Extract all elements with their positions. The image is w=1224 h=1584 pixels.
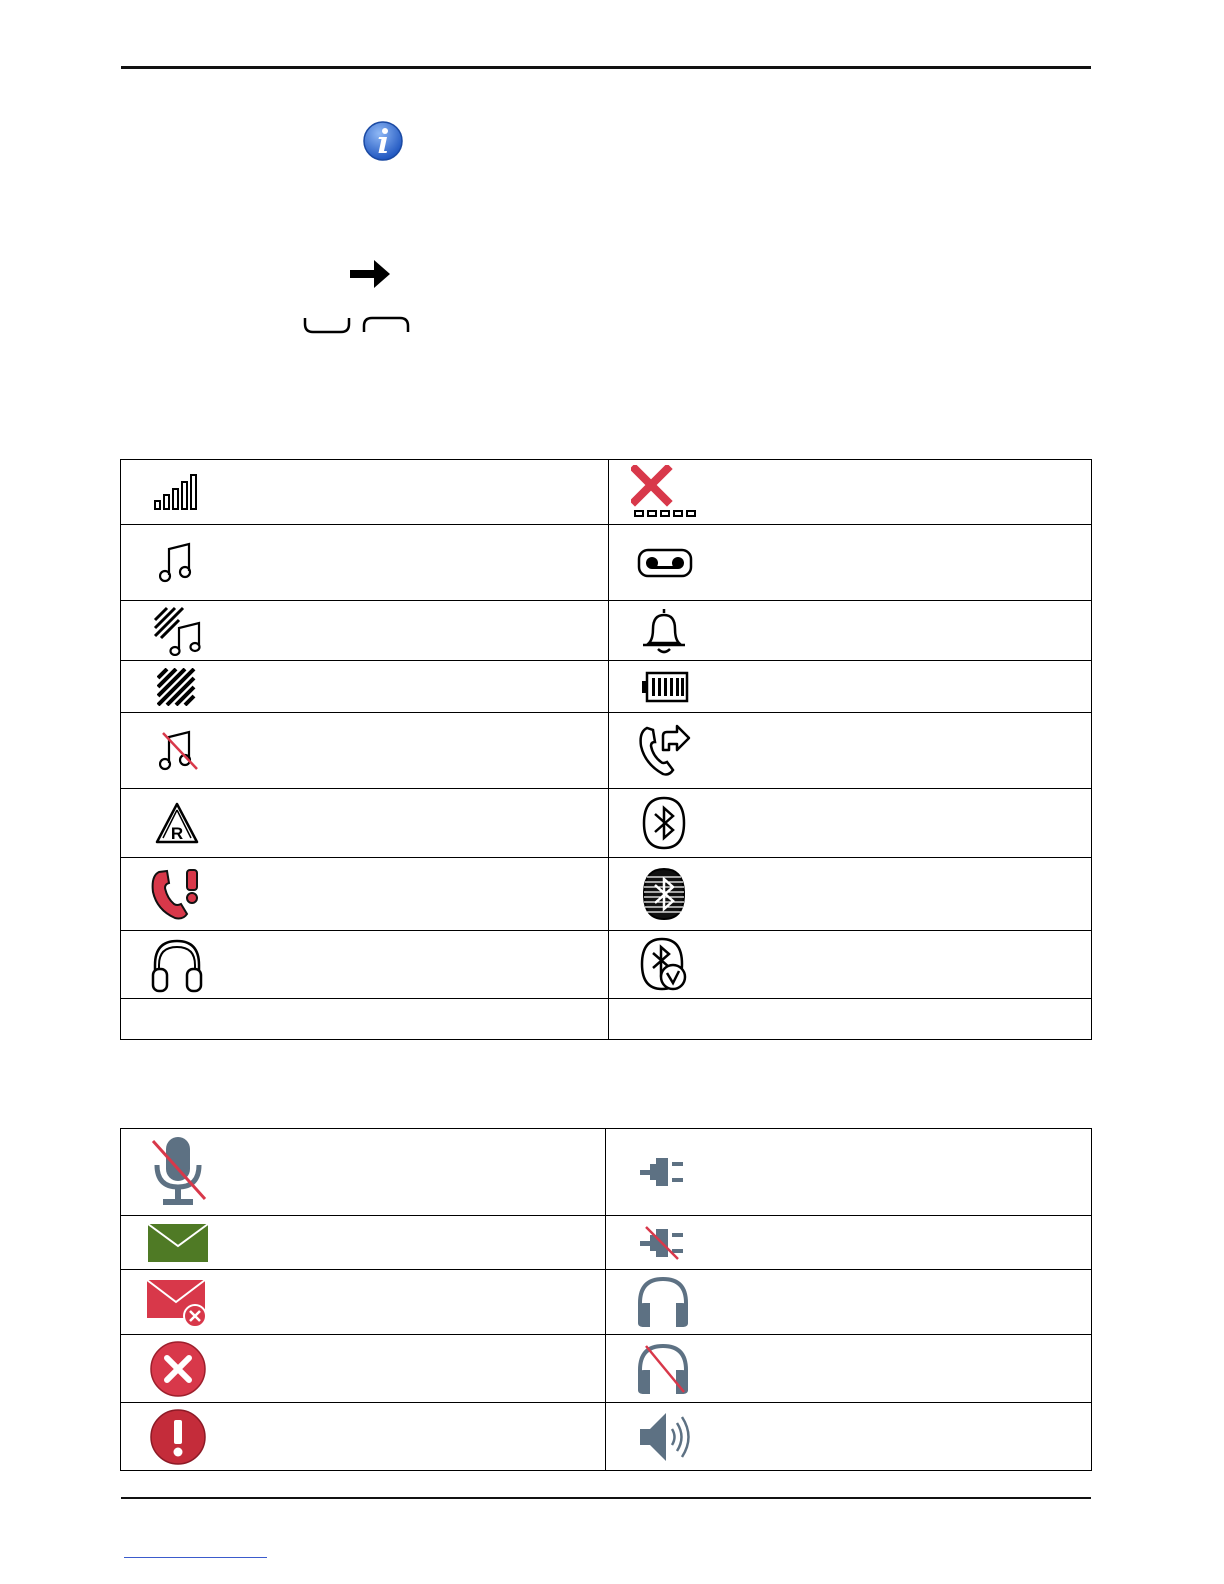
arrow-right-icon [348, 258, 392, 290]
table-cell [609, 713, 1092, 789]
table-cell [121, 601, 609, 661]
voicemail-icon [637, 548, 693, 578]
power-connected-icon [638, 1152, 688, 1192]
bluetooth-connected-icon [639, 937, 691, 993]
table-row [121, 931, 1092, 999]
footer-rule [121, 1497, 1091, 1499]
vibrate-icon [157, 668, 197, 706]
table-cell [606, 1216, 1092, 1270]
error-icon [149, 1340, 207, 1398]
table-row [121, 1335, 1092, 1403]
notification-icon-table [120, 1128, 1092, 1471]
ringtone-icon [159, 541, 195, 585]
table-cell [606, 1335, 1092, 1403]
table-cell [121, 1335, 606, 1403]
table-cell [121, 525, 609, 601]
headphones-off-icon [634, 1342, 692, 1396]
table-row [121, 1270, 1092, 1335]
table-row [121, 789, 1092, 858]
headset-icon [149, 937, 205, 993]
ringtone-vibrate-icon [153, 606, 203, 656]
softkey-left-icon [303, 316, 351, 334]
table-cell [121, 661, 609, 713]
microphone-muted-icon [149, 1135, 209, 1209]
table-cell [609, 999, 1092, 1040]
roaming-icon [155, 802, 199, 844]
bluetooth-icon [641, 796, 687, 850]
table-cell [609, 931, 1092, 999]
table-row [121, 661, 1092, 713]
mail-icon [147, 1222, 209, 1264]
mail-failed-icon [145, 1276, 211, 1328]
softkey-right-icon [362, 316, 410, 334]
table-row [121, 1216, 1092, 1270]
info-icon [362, 120, 404, 162]
table-cell [609, 858, 1092, 931]
table-row [121, 858, 1092, 931]
table-row [121, 460, 1092, 525]
no-network-icon [631, 465, 699, 519]
headphones-icon [634, 1275, 692, 1329]
table-cell [606, 1129, 1092, 1216]
footer-link-underline[interactable] [124, 1557, 267, 1558]
table-cell [121, 999, 609, 1040]
alarm-bell-icon [639, 607, 689, 655]
table-cell [609, 525, 1092, 601]
missed-call-icon [149, 866, 207, 922]
signal-strength-icon [153, 473, 201, 511]
table-row [121, 1129, 1092, 1216]
status-icon-table [120, 459, 1092, 1040]
table-cell [121, 1403, 606, 1471]
table-cell [121, 789, 609, 858]
warning-icon [149, 1408, 207, 1466]
table-cell [609, 460, 1092, 525]
power-disconnected-icon [638, 1223, 688, 1263]
table-cell [606, 1403, 1092, 1471]
table-cell [121, 931, 609, 999]
table-cell [609, 789, 1092, 858]
table-row [121, 713, 1092, 789]
table-cell [121, 1129, 606, 1216]
table-cell [121, 1270, 606, 1335]
table-row [121, 525, 1092, 601]
table-cell [121, 460, 609, 525]
bluetooth-visible-icon [641, 867, 687, 921]
table-cell [609, 661, 1092, 713]
table-cell [121, 1216, 606, 1270]
table-cell [121, 858, 609, 931]
speaker-icon [636, 1409, 692, 1465]
header-rule [121, 66, 1091, 69]
table-row [121, 999, 1092, 1040]
table-cell [609, 601, 1092, 661]
call-divert-icon [637, 724, 693, 778]
table-cell [606, 1270, 1092, 1335]
ringtone-off-icon [159, 729, 199, 773]
table-cell [121, 713, 609, 789]
battery-icon [641, 671, 689, 703]
table-row [121, 601, 1092, 661]
table-row [121, 1403, 1092, 1471]
svg-text:R: R [170, 824, 184, 843]
